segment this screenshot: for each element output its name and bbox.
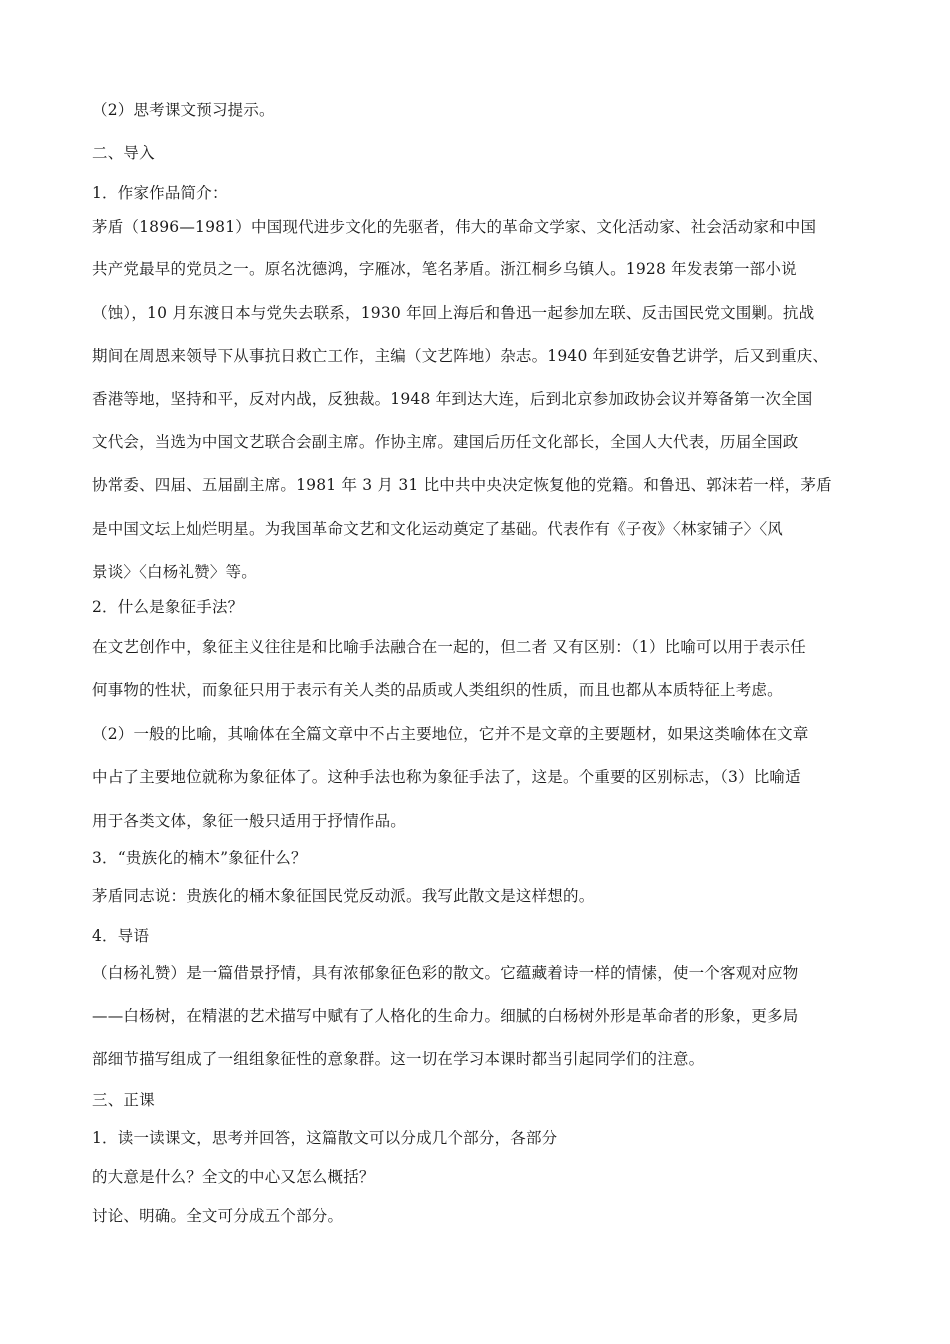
text-line: （2）思考课文预习提示。	[92, 101, 275, 119]
subheading: 1．作家作品简介：	[92, 184, 228, 202]
text-line: 期间在周恩来领导下从事抗日救亡工作，主编（文艺阵地）杂志。1940 年到延安鲁艺讲学，后又到重庆、	[92, 347, 829, 365]
text-line: 部细节描写组成了一组组象征性的意象群。这一切在学习本课时都当引起同学们的注意。	[92, 1050, 705, 1068]
text-line: 是中国文坛上灿烂明星。为我国革命文艺和文化运动奠定了基础。代表作有《子夜》〈林家铺子〉〈风	[92, 520, 784, 538]
text-line: 景谈〉〈白杨礼赞〉等。	[92, 563, 257, 581]
text-line: （蚀），10 月东渡日本与党失去联系，1930 年回上海后和鲁迅一起参加左联、反击国民党文围剿。抗战	[92, 304, 815, 322]
subheading: 4．导语	[92, 927, 150, 945]
text-line: 在文艺创作中，象征主义往往是和比喻手法融合在一起的，但二者 又有区别：（1）比喻可以用于表示任	[92, 638, 806, 656]
text-line: 1．读一读课文，思考并回答，这篇散文可以分成几个部分，各部分	[92, 1129, 558, 1147]
text-line: 中占了主要地位就称为象征体了。这种手法也称为象征手法了，这是。个重要的区别标志，（3）比喻适	[92, 768, 801, 786]
text-line: 香港等地，坚持和平，反对内战，反独裁。1948 年到达大连，后到北京参加政协会议并筹备第一次全国	[92, 390, 813, 408]
text-line: 的大意是什么？全文的中心又怎么概括？	[92, 1168, 375, 1186]
section-heading: 三、正课	[92, 1091, 155, 1109]
subheading: 3．“贵族化的楠木”象征什么？	[92, 849, 307, 867]
text-line: 讨论、明确。全文可分成五个部分。	[92, 1207, 344, 1225]
text-line: 共产党最早的党员之一。原名沈德鸿，字雁冰，笔名茅盾。浙江桐乡乌镇人。1928 年发表第一部小说	[92, 260, 797, 278]
text-line: 用于各类文体，象征一般只适用于抒情作品。	[92, 812, 407, 830]
text-line: 茅盾（1896—1981）中国现代进步文化的先驱者，伟大的革命文学家、文化活动家、社会活动家和中国	[92, 218, 817, 236]
text-line: 协常委、四届、五届副主席。1981 年 3 月 31 比中共中央决定恢复他的党籍。和鲁迅、郭沫若一样，茅盾	[92, 476, 832, 494]
subheading: 2．什么是象征手法？	[92, 598, 244, 616]
text-line: （2）一般的比喻，其喻体在全篇文章中不占主要地位，它并不是文章的主要题材，如果这类喻体在文章	[92, 725, 809, 743]
text-line: 文代会，当选为中国文艺联合会副主席。作协主席。建国后历任文化部长，全国人大代表，历届全国政	[92, 433, 799, 451]
text-line: 何事物的性状，而象征只用于表示有关人类的品质或人类组织的性质，而且也都从本质特征上考虑。	[92, 681, 783, 699]
text-line: ——白杨树，在精湛的艺术描写中赋有了人格化的生命力。细腻的白杨树外形是革命者的形象，更多局	[92, 1007, 799, 1025]
section-heading: 二、导入	[92, 144, 155, 162]
text-line: （白杨礼赞）是一篇借景抒情，具有浓郁象征色彩的散文。它蕴藏着诗一样的情愫，使一个客观对应物	[92, 964, 799, 982]
text-line: 茅盾同志说：贵族化的桶木象征国民党反动派。我写此散文是这样想的。	[92, 887, 595, 905]
